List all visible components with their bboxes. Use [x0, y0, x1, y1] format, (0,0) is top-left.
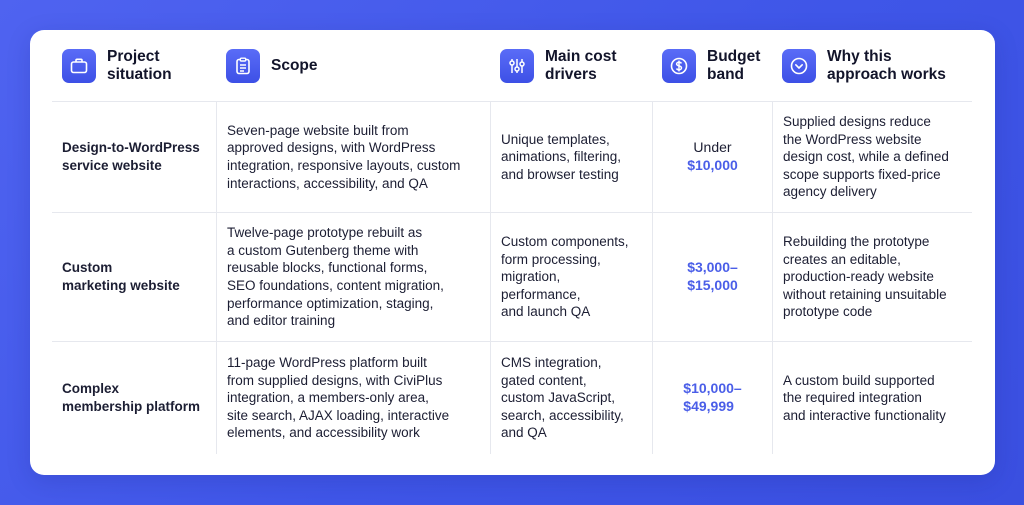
row-scope: 11-page WordPress platform built from supplied designs, with CiviPlus integration, a members-only area, site search, AJAX loading, interactive elements, and accessibility work — [216, 342, 490, 454]
header-project-situation — [52, 30, 216, 102]
header-label: Scope — [271, 56, 318, 74]
chevron-down-icon — [782, 49, 816, 83]
header-main-cost-drivers — [490, 30, 652, 102]
row-scope: Seven-page website built from approved designs, with WordPress integration, responsive layouts, custom interactions, accessibility, and QA — [216, 102, 490, 213]
row-why: A custom build supported the required integration and interactive functionality — [772, 342, 972, 454]
row-budget — [652, 342, 772, 454]
row-situation: Complex membership platform — [62, 381, 201, 414]
header-label: Budget band — [707, 47, 761, 83]
header-budget-band — [652, 30, 772, 102]
header-label: Project situation — [107, 47, 172, 83]
row-budget — [652, 213, 772, 342]
budget-prefix: Under — [693, 139, 732, 156]
row-cost-drivers: Unique templates, animations, filtering, and browser testing — [490, 102, 652, 213]
header-scope — [216, 30, 490, 102]
row-scope: Twelve-page prototype rebuilt as a custom Gutenberg theme with reusable blocks, functional forms, SEO foundations, content migration, performance optimization, staging, and editor training — [216, 213, 490, 342]
clipboard-icon — [226, 49, 260, 83]
budget-value: $10,000– $49,999 — [683, 380, 742, 414]
row-why: Supplied designs reduce the WordPress website design cost, while a defined scope supports fixed-price agency delivery — [772, 102, 972, 213]
header-label: Main cost drivers — [545, 47, 617, 83]
row-cost-drivers: Custom components, form processing, migration, performance, and launch QA — [490, 213, 652, 342]
budget-value: $3,000– $15,000 — [687, 259, 738, 293]
row-cost-drivers: CMS integration, gated content, custom JavaScript, search, accessibility, and QA — [490, 342, 652, 454]
comparison-card — [30, 30, 995, 475]
sliders-icon — [500, 49, 534, 83]
row-budget — [652, 102, 772, 213]
briefcase-icon — [62, 49, 96, 83]
comparison-table — [52, 30, 972, 454]
header-label: Why this approach works — [827, 47, 946, 83]
budget-value: $10,000 — [687, 157, 738, 173]
row-situation: Custom marketing website — [52, 213, 216, 342]
row-why: Rebuilding the prototype creates an editable, production-ready website without retaining unsuitable prototype code — [772, 213, 972, 342]
dollar-icon — [662, 49, 696, 83]
header-why-this-approach-works — [772, 30, 972, 102]
row-situation: Design-to-WordPress service website — [52, 102, 216, 213]
